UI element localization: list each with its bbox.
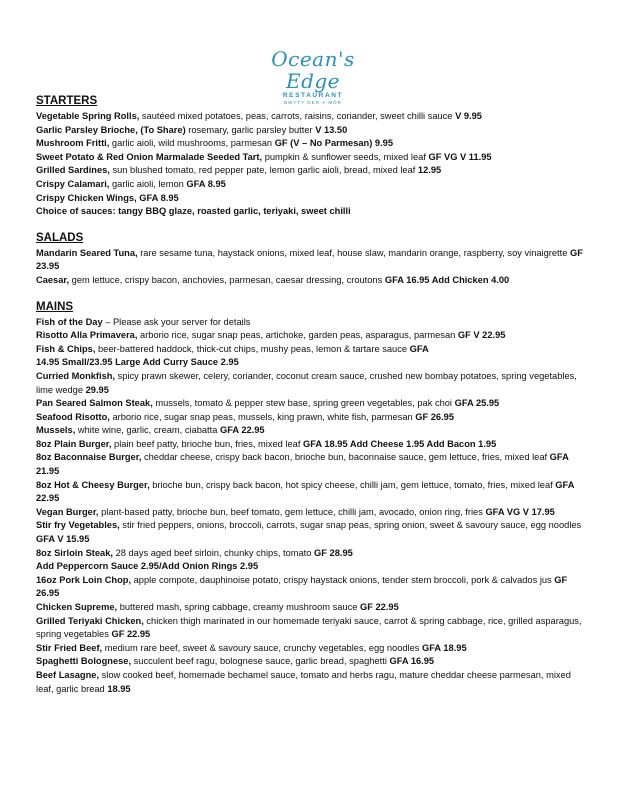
menu-item [36,124,584,138]
menu-item-price: GFA VG V 17.95 [485,506,555,517]
menu-item-name: 8oz Hot & Cheesy Burger, [36,479,150,490]
logo-script-text: Ocean's Edge [271,47,355,93]
menu-item-price: GFA 18.95 Add Cheese 1.95 Add Bacon 1.95 [303,438,497,449]
menu-item [36,601,584,615]
menu-item-price: GFA 16.95 [389,656,435,667]
menu-item [36,519,584,546]
menu-item-name: Fish of the Day [36,316,103,327]
section-title: STARTERS [36,95,98,107]
menu-item-name: 8oz Sirloin Steak, [36,547,113,558]
menu-item-name: Stir Fried Beef, [36,642,103,653]
menu-item-name: 8oz Baconnaise Burger, [36,452,142,463]
menu-item-name: Beef Lasagne, [36,669,100,680]
menu-item-description: 28 days aged beef sirloin, chunky chips, tomato [112,547,315,558]
menu-item-description: plant-based patty, brioche bun, beef tomato, gem lettuce, chilli jam, avocado, onion ring, fries [98,506,486,517]
section-title: MAINS [36,300,74,313]
menu-item-description: sun blushed tomato, red pepper pate, lemon garlic aioli, bread, mixed leaf [109,165,418,176]
menu-item [36,137,584,151]
menu-item-price: V 13.50 [315,124,348,135]
menu-item-price: 14.95 Small/23.95 Large Add Curry Sauce 2.95 [36,357,239,368]
menu-item-description: slow cooked beef, homemade bechamel sauce, tomato and herbs ragu, mature cheddar cheese parmesan, mixed leaf, garlic bread [36,669,571,694]
menu-item-price: tangy BBQ glaze, roasted garlic, teriyaki, sweet chilli [115,206,351,217]
menu-item [36,451,584,478]
menu-item-price: 12.95 [417,165,442,176]
menu-item-name: Fish & Chips, [36,343,96,354]
menu-item [36,438,584,452]
menu-item-list [36,247,584,288]
menu-item [36,356,584,370]
menu-item-price: 29.95 [85,384,109,395]
menu-item-name: Grilled Teriyaki Chicken, [36,615,144,626]
menu-item-name: Choice of sauces: [36,206,116,217]
menu-item [36,560,584,574]
menu-item-description: medium rare beef, sweet & savoury sauce, crunchy vegetables, egg noodles [102,642,423,653]
menu-item-name: Vegetable Spring Rolls, [36,111,140,121]
menu-item [36,397,584,411]
menu-item-description: rosemary, garlic parsley butter [185,124,316,135]
menu-item [36,669,584,696]
menu-item-price: 18.95 [107,683,131,694]
menu-item [36,615,584,642]
menu-item [36,316,584,330]
menu-item-price: GFA V 15.95 [36,534,90,545]
menu-item [36,574,584,601]
menu-item-price: GFA 16.95 Add Chicken 4.00 [384,274,510,285]
menu-item-name: Pan Seared Salmon Steak, [36,398,153,409]
menu-item-name: Crispy Calamari, [36,178,110,189]
menu-item-list [36,316,584,697]
menu-item-name: Chicken Supreme, [36,602,118,612]
menu-item-description: garlic aioli, lemon [109,178,187,189]
menu-section-starters [36,94,584,219]
menu-item-name: 8oz Plain Burger, [36,438,112,449]
menu-item-name: Sweet Potato & Red Onion Marmalade Seeded Tart, [36,151,263,162]
menu-item-name: Risotto Alla Primavera, [36,330,138,341]
menu-item-description: arborio rice, sugar snap peas, artichoke, garden peas, asparagus, parmesan [137,330,458,341]
menu-item [36,547,584,561]
menu-item-description: arborio rice, sugar snap peas, mussels, king prawn, white fish, parmesan [109,411,416,422]
menu-item-price: GFA 25.95 [454,398,500,409]
menu-item-price: GFA [409,343,429,354]
menu-item [36,110,584,124]
menu-item-description: brioche bun, crispy back bacon, hot spicy cheese, chilli jam, gem lettuce, tomato, fries, mixed leaf [149,479,556,490]
menu-item [36,642,584,656]
menu-item-price: GF (V – No Parmesan) 9.95 [274,138,394,149]
menu-item [36,506,584,520]
menu-item [36,164,584,178]
menu-item-price: GF 23.95 [36,247,583,272]
restaurant-logo [258,47,368,105]
menu-item-price: GF V 22.95 [457,330,506,341]
menu-item-price: GF 22.95 [360,602,399,612]
menu-item-price: GFA 8.95 [139,192,179,203]
menu-item [36,424,584,438]
menu-item-description: stir fried peppers, onions, broccoli, carrots, sugar snap peas, spring onion, sweet & savoury sauce, egg noodles [119,520,582,531]
menu-item-description: beer-battered haddock, thick-cut chips, mushy peas, lemon & tartare sauce [95,343,410,354]
section-title: SALADS [36,231,84,244]
logo-tagline: BWYTY GER Y MÔR [284,100,342,105]
menu-item-price: GFA 22.95 [219,425,265,436]
menu-item [36,205,584,219]
menu-item-description: – Please ask your server for details [102,316,251,327]
menu-item-description: white wine, garlic, cream, ciabatta [75,425,220,436]
menu-item-description: spicy prawn skewer, celery, coriander, coconut cream sauce, crushed new bombay potatoes, spring vegetables, lime wedge [36,370,577,395]
menu-item [36,151,584,165]
menu-item-description: gem lettuce, crispy bacon, anchovies, parmesan, caesar dressing, croutons [69,274,385,285]
menu-item-description: succulent beef ragu, bolognese sauce, garlic bread, spaghetti [131,656,390,667]
menu-item-name: Mussels, [36,425,76,436]
menu-item-price: GF 22.95 [111,629,151,640]
menu-item-price: V 9.95 [455,111,482,121]
menu-item-price: GFA 21.95 [36,452,569,477]
menu-item-name: Mushroom Fritti, [36,138,110,149]
menu-item-price: GF VG V 11.95 [428,151,492,162]
menu-item-name: Mandarin Seared Tuna, [36,247,138,258]
menu-item [36,178,584,192]
menu-section-salads [36,231,584,288]
menu-item-price: GF 26.95 [415,411,455,422]
menu-item-name: Curried Monkfish, [36,370,116,381]
menu-item-description: garlic aioli, wild mushrooms, parmesan [109,138,275,149]
menu-item-price: GFA 18.95 [422,642,467,653]
menu-item-price: GFA 8.95 [186,178,226,189]
menu-item-name: 16oz Pork Loin Chop, [36,574,132,585]
menu-item-description: buttered mash, spring cabbage, creamy mushroom sauce [117,602,360,612]
menu-section-mains [36,300,584,697]
menu-item-description: pumpkin & sunflower seeds, mixed leaf [262,151,429,162]
menu-item [36,192,584,206]
menu-item-name: Vegan Burger, [36,506,99,517]
menu-item-name: Stir fry Vegetables, [36,520,120,531]
menu-item-name: Garlic Parsley Brioche, (To Share) [36,124,186,135]
menu-item-price: GFA 22.95 [36,479,575,504]
menu-item-description: apple compote, dauphinoise potato, crispy haystack onions, tender stem broccoli, pork & calvados jus [131,574,555,585]
menu-content [36,94,584,708]
menu-item [36,655,584,669]
menu-item-description: cheddar cheese, crispy back bacon, brioche bun, baconnaise sauce, gem lettuce, fries, mixed leaf [141,452,550,463]
logo-subtitle: RESTAURANT [282,92,344,99]
menu-item-description: chicken thigh marinated in our homemade teriyaki sauce, carrot & spring cabbage, rice, grilled asparagus, spring vegetables [36,615,582,640]
menu-item-price: GF 26.95 [36,574,568,599]
menu-item [36,370,584,397]
menu-item [36,274,584,288]
menu-item [36,411,584,425]
menu-item-price: GF 28.95 [314,547,353,558]
menu-item [36,329,584,343]
menu-item-name: Grilled Sardines, [36,165,110,176]
menu-item-list [36,110,584,219]
menu-item-name: Add Peppercorn Sauce 2.95/Add Onion Rings 2.95 [36,561,259,572]
menu-item-description: sautéed mixed potatoes, peas, carrots, raisins, coriander, sweet chilli sauce [139,111,456,121]
menu-item-description: plain beef patty, brioche bun, fries, mixed leaf [111,438,303,449]
menu-item [36,343,584,357]
menu-item-name: Crispy Chicken Wings, [36,192,137,203]
menu-item-name: Caesar, [36,274,70,285]
menu-item [36,479,584,506]
menu-item-description: rare sesame tuna, haystack onions, mixed leaf, house slaw, mandarin orange, raspberry, soy vinaigrette [137,247,570,258]
menu-item [36,247,584,274]
menu-item-name: Seafood Risotto, [36,411,110,422]
menu-item-description: mussels, tomato & pepper stew base, spring green vegetables, pak choi [152,398,455,409]
menu-item-name: Spaghetti Bolognese, [36,656,132,667]
